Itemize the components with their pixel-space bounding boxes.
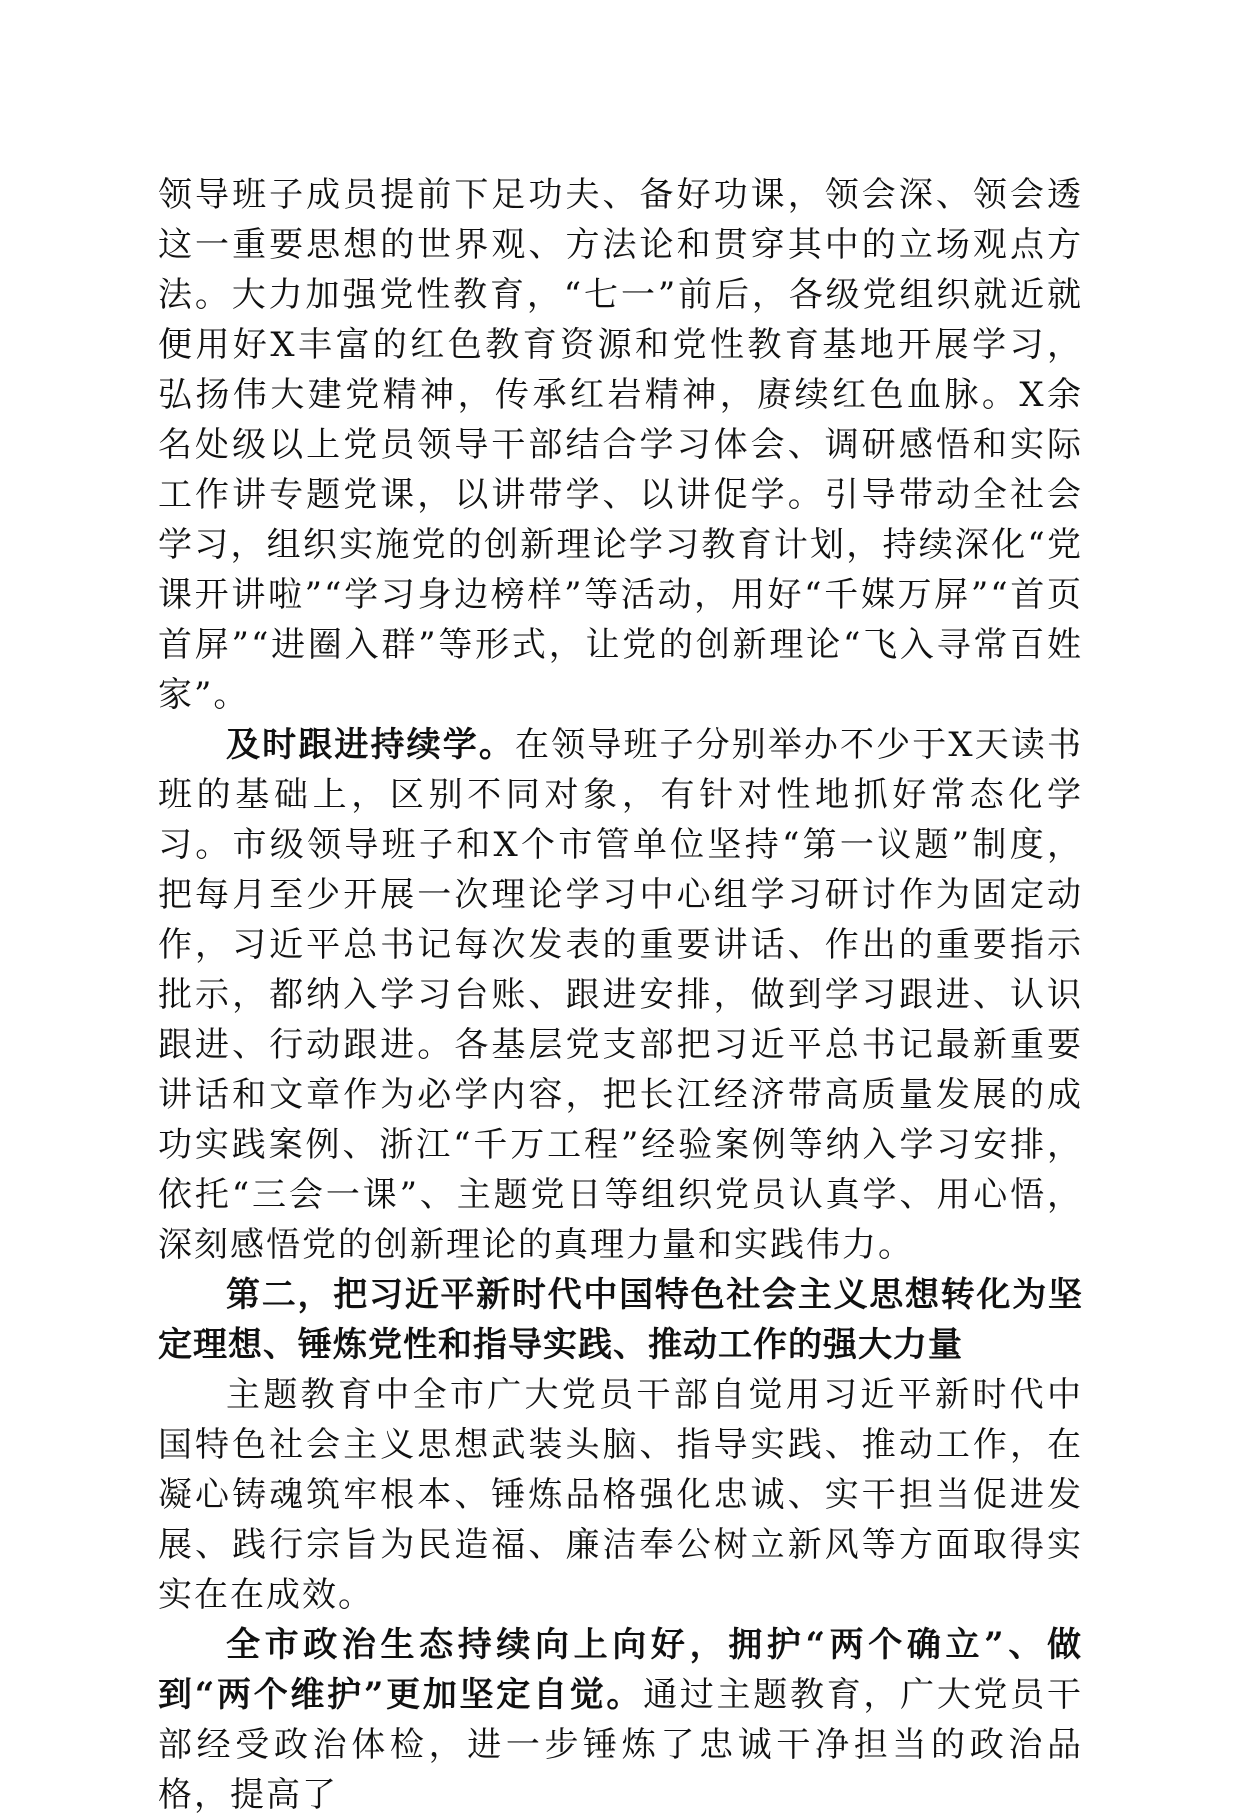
paragraph-body: 领导班子成员提前下足功夫、备好功课，领会深、领会透这一重要思想的世界观、方法论和贯穿其中的立场观点方法。大力加强党性教育，“七一”前后，各级党组织就近就便用好X丰富的红色教育资源和党性教育基地开展学习，弘扬伟大建党精神，传承红岩精神，赓续红色血脉。X余名处级以上党员领导干部结合学习体会、调研感悟和实际工作讲专题党课，以讲带学、以讲促学。引导带动全社会学习，组织实施党的创新理论学习教育计划，持续深化“党课开讲啦”“学习身边榜样”等活动，用好“千媒万屏”“首页首屏”“进圈入群”等形式，让党的创新理论“飞入寻常百姓家”。: [158, 175, 1083, 715]
paragraph-study-follow-up: [158, 720, 1083, 1270]
document-page: [158, 170, 1083, 1820]
paragraph-body: 主题教育中全市广大党员干部自觉用习近平新时代中国特色社会主义思想武装头脑、指导实践、推动工作，在凝心铸魂筑牢根本、锤炼品格强化忠诚、实干担当促进发展、践行宗旨为民造福、廉洁奉公树立新风等方面取得实实在在成效。: [158, 1375, 1083, 1615]
paragraph-section-intro: [158, 1370, 1083, 1620]
section-heading: 第二，把习近平新时代中国特色社会主义思想转化为坚定理想、锤炼党性和指导实践、推动工作的强大力量: [158, 1275, 1083, 1365]
paragraph-body: 通过主题教育，广大党员干部经受政治体检，进一步锤炼了忠诚干净担当的政治品格，提高了: [158, 1675, 1083, 1815]
paragraph-lead: 全市政治生态持续向上向好，拥护“两个确立”、做到“两个维护”更加坚定自觉。: [158, 1625, 1083, 1715]
paragraph-political-ecology: [158, 1620, 1083, 1820]
paragraph-continued: [158, 170, 1083, 720]
paragraph-lead: 及时跟进持续学。: [226, 725, 515, 765]
paragraph-body: 在领导班子分别举办不少于X天读书班的基础上，区别不同对象，有针对性地抓好常态化学习。市级领导班子和X个市管单位坚持“第一议题”制度，把每月至少开展一次理论学习中心组学习研讨作为固定动作，习近平总书记每次发表的重要讲话、作出的重要指示批示，都纳入学习台账、跟进安排，做到学习跟进、认识跟进、行动跟进。各基层党支部把习近平总书记最新重要讲话和文章作为必学内容，把长江经济带高质量发展的成功实践案例、浙江“千万工程”经验案例等纳入学习安排，依托“三会一课”、主题党日等组织党员认真学、用心悟，深刻感悟党的创新理论的真理力量和实践伟力。: [158, 725, 1083, 1265]
